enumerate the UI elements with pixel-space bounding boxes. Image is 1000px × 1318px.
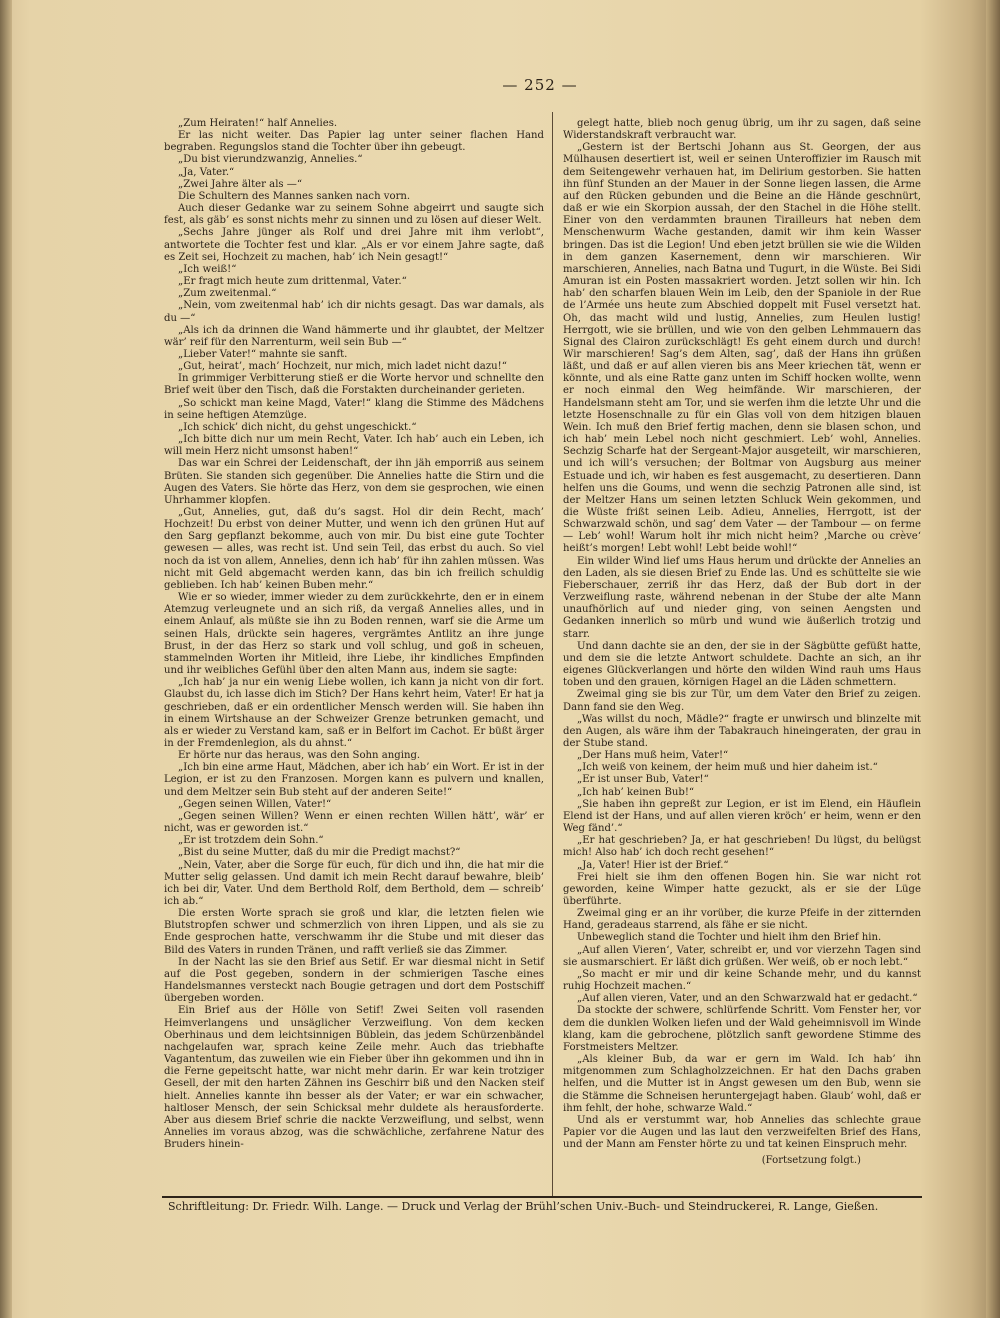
paragraph: „So schickt man keine Magd, Vater!“ klang die Stimme des Mädchens in seine heftigen Atemzüge. bbox=[164, 397, 544, 421]
column-divider bbox=[552, 112, 553, 1197]
paragraph: „Zum zweitenmal.“ bbox=[178, 288, 277, 300]
paragraph: „Er ist trotzdem dein Sohn.“ bbox=[178, 835, 324, 847]
paragraph: Das war ein Schrei der Leidenschaft, der ihn jäh emporriß aus seinem Brüten. Sie standen sich gegenüber. Die Annelies hatte die Stirn und die Augen des Vaters. Sie hörte das Herz, von dem sie gesprochen, wie einen Uhrhammer klopfen. bbox=[164, 458, 544, 506]
paragraph: „Gut, Annelies, gut, daß du’s sagst. Hol dir dein Recht, mach’ Hochzeit! Du erbst von deiner Mutter, und wenn ich den grünen Hut auf den Sarg gepflanzt bekomme, auch von mir. Du bist eine gute Tochter gewesen — alles, was recht ist. Und sein Teil, das erbst du auch. So viel noch da ist von allem, Annelies, denn ich hab’ für ihn zahlen müssen. Was nicht mit Geld abgemacht werden kann, das bin ich freilich schuldig geblieben. Ich hab’ keinen Buben mehr.“ bbox=[164, 507, 544, 591]
right-column bbox=[563, 118, 921, 1167]
paragraph: „Sie haben ihn gepreßt zur Legion, er ist im Elend, ein Häuflein Elend ist der Hans, und auf allen vieren kröch’ er heim, wenn er den Weg fänd’.“ bbox=[563, 798, 921, 835]
paragraph: „Ich bin eine arme Haut, Mädchen, aber ich hab’ ein Wort. Er ist in der Legion, er ist zu den Franzosen. Morgen kann es pulvern und knallen, und dem Meltzer sein Bub steht auf der anderen Seite!“ bbox=[164, 762, 544, 798]
paragraph: „Bist du seine Mutter, daß du mir die Predigt machst?“ bbox=[178, 847, 461, 859]
paragraph: „Ich schick’ dich nicht, du gehst ungeschickt.“ bbox=[178, 421, 417, 433]
paragraph: „Lieber Vater!“ mahnte sie sanft. bbox=[178, 348, 348, 360]
paragraph: „Ich hab’ keinen Bub!“ bbox=[577, 786, 695, 798]
paragraph: „Ja, Vater! Hier ist der Brief.“ bbox=[577, 859, 729, 871]
left-column bbox=[164, 118, 544, 1151]
paragraph: „Ich bitte dich nur um mein Recht, Vater. Ich hab’ auch ein Leben, ich will mein Herz nicht umsonst haben!“ bbox=[164, 434, 544, 458]
paragraph: „Gut, heirat’, mach’ Hochzeit, nur mich, mich ladet nicht dazu!“ bbox=[178, 361, 507, 373]
paragraph: „Zwei Jahre älter als —“ bbox=[178, 178, 303, 190]
paragraph: Auch dieser Gedanke war zu seinem Sohne abgeirrt und saugte sich fest, als gäb’ es sonst nichts mehr zu sinnen und zu lösen auf dieser Welt. bbox=[164, 203, 544, 227]
paragraph: Unbeweglich stand die Tochter und hielt ihm den Brief hin. bbox=[577, 932, 882, 944]
imprint-footer: Schriftleitung: Dr. Friedr. Wilh. Lange. — Druck und Verlag der Brühl’schen Univ.-Buch- und Steindruckerei, R. Lange, Gießen. bbox=[168, 1200, 879, 1213]
paragraph: In grimmiger Verbitterung stieß er die Worte hervor und schnellte den Brief weit über den Tisch, daß die Forstakten durcheinander gerieten. bbox=[164, 373, 544, 397]
paragraph: „Als ich da drinnen die Wand hämmerte und ihr glaubtet, der Meltzer wär’ reif für den Narrenturm, weil sein Bub —“ bbox=[164, 324, 544, 348]
page-edge bbox=[986, 0, 1000, 1318]
paragraph: „Als kleiner Bub, da war er gern im Wald. Ich hab’ ihn mitgenommen zum Schlagholzzeichnen. Er hat den Dachs graben helfen, und die Mutter ist in Angst gewesen um den Bub, wenn sie die Stämme die Schneisen heruntergejagt haben. Glaub’ wohl, daß er ihm fehlt, der hohe, schwarze Wald.“ bbox=[563, 1054, 921, 1114]
paragraph: „Er hat geschrieben? Ja, er hat geschrieben! Du lügst, du belügst mich! Also hab’ ich doch recht gesehen!“ bbox=[563, 835, 921, 859]
paragraph: Da stockte der schwere, schlürfende Schritt. Vom Fenster her, vor dem die dunklen Wolken liefen und der Wald geheimnisvoll im Winde klang, kam die gebrochene, plötzlich sanft gewordene Stimme des Forstmeisters Meltzer. bbox=[563, 1005, 921, 1053]
paragraph: „Ja, Vater.“ bbox=[178, 166, 235, 178]
page-number: — 252 — bbox=[502, 76, 578, 94]
paragraph: Die ersten Worte sprach sie groß und klar, die letzten fielen wie Blutstropfen schwer und schmerzlich von ihren Lippen, und als sie zu Ende gesprochen hatte, verschwamm ihr die Stube und mit dieser das Bild des Vaters in runden Tränen, und rafft verließ sie das Zimmer. bbox=[164, 908, 544, 956]
paragraph: „Ich weiß!“ bbox=[178, 263, 237, 275]
paragraph: „Nein, vom zweitenmal hab’ ich dir nichts gesagt. Das war damals, als du —“ bbox=[164, 300, 544, 324]
paragraph: Und als er verstummt war, hob Annelies das schlechte graue Papier vor die Augen und las laut den verzweifelten Brief des Hans, und der Mann am Fenster hörte zu und tat keinen Einspruch mehr. bbox=[563, 1114, 921, 1151]
paragraph: „Der Hans muß heim, Vater!“ bbox=[577, 750, 729, 762]
paragraph: „Er fragt mich heute zum drittenmal, Vater.“ bbox=[178, 276, 407, 288]
paragraph: In der Nacht las sie den Brief aus Setif. Er war diesmal nicht in Setif auf die Post gegeben, sondern in der schmierigen Tasche eines Handelsmannes versteckt nach Bougie getragen und dort dem Postschiff übergeben worden. bbox=[164, 956, 544, 1005]
paragraph: Er las nicht weiter. Das Papier lag unter seiner flachen Hand begraben. Regungslos stand die Tochter über ihn gebeugt. bbox=[164, 130, 544, 154]
paragraph: Ein wilder Wind lief ums Haus herum und drückte der Annelies an den Laden, als sie diesen Brief zu Ende las. Und es schüttelte sie wie Fieberschauer, zerriß ihr das Herz, daß der Bub dort in der Verzweiflung raste, während nebenan in der Stube der alte Mann unaufhörlich auf und nieder ging, von seinen Aengsten und Gedanken innerlich so mürb und wund wie äußerlich trotzig und starr. bbox=[563, 555, 921, 640]
paragraph: Zweimal ging sie bis zur Tür, um dem Vater den Brief zu zeigen. Dann fand sie den Weg. bbox=[563, 689, 921, 713]
footer-rule bbox=[162, 1196, 922, 1198]
paragraph: „Was willst du noch, Mädle?“ fragte er unwirsch und blinzelte mit den Augen, als wäre ihm der Tabakrauch hineingeraten, der grau in der Stube stand. bbox=[563, 713, 921, 749]
paragraph: „Ich weiß von keinem, der heim muß und hier daheim ist.“ bbox=[577, 762, 878, 774]
paragraph: Frei hielt sie ihm den offenen Bogen hin. Sie war nicht rot geworden, keine Wimper hatte gezuckt, als er sie der Lüge überführte. bbox=[563, 871, 921, 907]
paragraph: „Zum Heiraten!“ half Annelies. bbox=[178, 118, 338, 129]
paragraph: „Gegen seinen Willen, Vater!“ bbox=[178, 798, 332, 810]
paragraph: „Ich hab’ ja nur ein wenig Liebe wollen, ich kann ja nicht von dir fort. Glaubst du, ich lasse dich im Stich? Der Hans kehrt heim, Vater! Er hat ja geschrieben, daß er ein ordentlicher Mensch werden will. Sie haben ihn in einem Wirtshause an der Schweizer Grenze betrunken gemacht, und als er wieder zu Verstand kam, saß er in Belfort im Cachot. Er büßt ärger in der Fremdenlegion, als du ahnst.“ bbox=[164, 677, 544, 749]
paragraph: Er hörte nur das heraus, was den Sohn anging. bbox=[178, 750, 421, 762]
paragraph: Wie er so wieder, immer wieder zu dem zurückkehrte, den er in einem Atemzug verleugnete und an sich riß, da vergaß Annelies alles, und in einem Anlauf, als müßte sie ihn zu Boden rennen, warf sie die Arme um seinen Hals, drückte sein hageres, vergrämtes Antlitz an ihre junge Brust, in der das Herz so stark und voll schlug, und goß in scheuen, stammelnden Worten ihr Mitleid, ihre Liebe, ihr kindliches Empfinden und ihr weibliches Gefühl über den alten Mann aus, indem sie sagte: bbox=[164, 592, 544, 677]
paragraph: Und dann dachte sie an den, der sie in der Sägbütte gefüßt hatte, und dem sie die letzte Antwort schuldete. Dachte an sich, an ihr eigenes Glückverlangen und hörte den wilden Wind rauh ums Haus toben und den grauen, körnigen Hagel an die Läden schmettern. bbox=[563, 640, 921, 689]
paragraph: „So macht er mir und dir keine Schande mehr, und du kannst ruhig Hochzeit machen.“ bbox=[563, 968, 921, 993]
paragraph: „Gegen seinen Willen? Wenn er einen rechten Willen hätt’, wär’ er nicht, was er geworden ist.“ bbox=[164, 810, 544, 835]
paragraph: „Sechs Jahre jünger als Rolf und drei Jahre mit ihm verlobt“, antwortete die Tochter fest und klar. „Als er vor einem Jahre sagte, daß es Zeit sei, Hochzeit zu machen, hab’ ich Nein gesagt!“ bbox=[164, 227, 544, 263]
paragraph: „Du bist vierundzwanzig, Annelies.“ bbox=[178, 154, 363, 166]
paragraph: „Er ist unser Bub, Vater!“ bbox=[577, 774, 709, 786]
paragraph: gelegt hatte, blieb noch genug übrig, um ihr zu sagen, daß seine Widerstandskraft verbraucht war. bbox=[563, 118, 921, 142]
page-binding bbox=[0, 0, 12, 1318]
paragraph: Zweimal ging er an ihr vorüber, die kurze Pfeife in der zitternden Hand, geradeaus starrend, als fähe er sie nicht. bbox=[563, 908, 921, 932]
paragraph: „Gestern ist der Bertschi Johann aus St. Georgen, der aus Mülhausen desertiert ist, weil er seinen Unteroffizier im Rausch mit dem Seitengewehr verhauen hat, im Delirium gestorben. Sie hatten ihn fünf Stunden an der Mauer in der Sonne liegen lassen, die Arme auf den Rücken gebunden und die Beine an die Hände geschnürt, daß er wie ein Skorpion aussah, der den Stachel in die Höhe stellt. Einer von den verdammten braunen Tirailleurs hat neben dem Menschenwurm Wache gestanden, damit wir ihm kein Wasser bringen. Das ist die Legion! Und eben jetzt brüllen sie wie die Wilden in dem ganzen Kasernement, denn wir marschieren. Wir marschieren, Annelies, nach Batna und Tugurt, in die Wüste. Bei Sidi Amuran ist ein Posten massakriert worden. Jetzt sollen wir hin. Ich hab’ den scharfen blauen Wein im Leib, den der Spaniole in der Rue de l’Armée uns heute zum Abschied doppelt mit Fusel versetzt hat. Oh, das macht wild und lustig, Annelies, zum Heulen lustig! Herrgott, wie sie brüllen, und wie von den gelben Lehmmauern das Signal des Clairon zurückschlägt! Es geht einem durch und durch! Wir marschieren! Sag’s dem Alten, sag’, daß der Hans ihn grüßen läßt, und daß er auf allen vieren bis ans Meer kriechen tät, wenn er könnte, und als eine Ratte ganz unten im Schiff hocken wollte, wenn er noch einmal den Weg heimfände. Wir marschieren, der Handelsmann steht am Tor, und sie werfen ihm die letzte Uhr und die letzte Hosenschnalle zu für ein Glas voll von dem hitzigen blauen Wein. Ich muß den Brief fertig machen, denn sie blasen schon, und ich hab’ mein Lebel noch nicht geschmiert. Leb’ wohl, Annelies. Sechzig Scharfe hat der Sergeant-Major ausgeteilt, wir marschieren, und ich will’s versuchen; der Boltmar von Augsburg aus meiner Estuade und ich, wir haben es fest ausgemacht, zu desertieren. Dann helfen uns die Goums, und wenn die sechzig Patronen alle sind, ist der Meltzer Hans um seinen letzten Schluck Wein gekommen, und die Wüste frißt seinen Leib. Adieu, Annelies, Herrgott, ist der Schwarzwald schön, und sag’ dem Vater — der Tambour — on ferme — Leb’ wohl! Warum holt ihr mich nicht heim? ‚Marche ou crève‘ heißt’s morgen! Lebt wohl! Lebt beide wohl!“ bbox=[563, 142, 921, 555]
paragraph: Die Schultern des Mannes sanken nach vorn. bbox=[178, 190, 411, 202]
paragraph: „Nein, Vater, aber die Sorge für euch, für dich und ihn, die hat mir die Mutter selig gelassen. Und damit ich mein Recht darauf bewahre, bleib’ ich bei dir, Vater. Und dem Berthold Rolf, dem Berthold, dem — schreib’ ich ab.“ bbox=[164, 859, 544, 907]
paragraph: (Fortsetzung folgt.) bbox=[761, 1155, 861, 1167]
paragraph: „Auf allen vieren, Vater, und an den Schwarzwald hat er gedacht.“ bbox=[577, 993, 918, 1005]
paragraph: Ein Brief aus der Hölle von Setif! Zwei Seiten voll rasenden Heimverlangens und unsäglicher Verzweiflung. Von dem kecken Oberhinaus und dem leichtsinnigen Büblein, das jedem Schürzenbändel nachgelaufen war, sprach keine Zeile mehr. Auch das triebhafte Vagantentum, das zuweilen wie ein Fieber über ihn gekommen und ihn in die Ferne gepeitscht hatte, war nicht mehr darin. Er war kein trotziger Gesell, der mit den harten Zähnen ins Geschirr biß und den Nacken steif hielt. Annelies kannte ihn besser als der Vater; er war ein schwacher, haltloser Mensch, der sein Schicksal mehr duldete als herausforderte. Aber aus diesem Brief schrie die nackte Verzweiflung, und selbst, wenn Annelies im voraus abzog, was die schwächliche, zerfahrene Natur des Bruders hinein- bbox=[164, 1005, 544, 1151]
paragraph: „Auf allen Vieren‘, Vater, schreibt er, und vor vierzehn Tagen sind sie ausmarschiert. Er läßt dich grüßen. Wer weiß, ob er noch lebt.“ bbox=[563, 944, 921, 968]
